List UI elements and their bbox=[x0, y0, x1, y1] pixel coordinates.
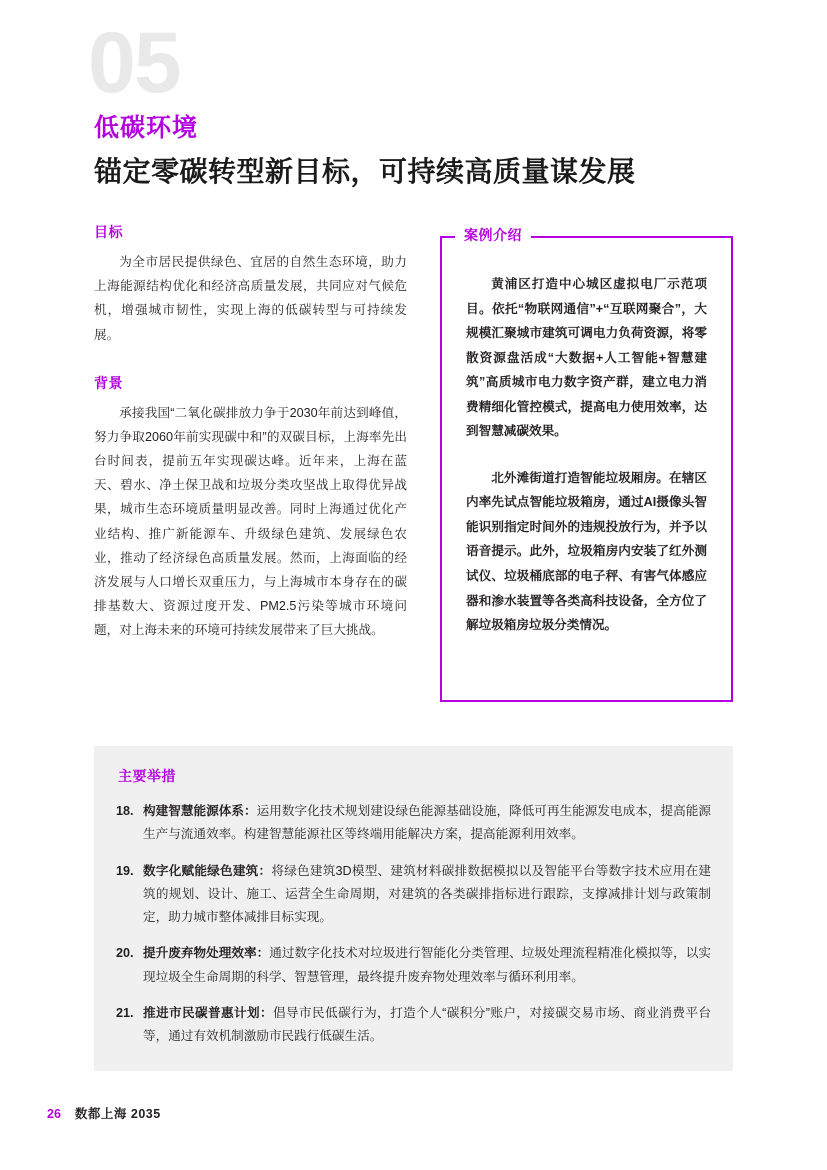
measure-body bbox=[143, 860, 711, 930]
measure-lead: 构建智慧能源体系： bbox=[143, 804, 257, 818]
measure-lead: 数字化赋能绿色建筑： bbox=[143, 863, 272, 878]
case-study-box bbox=[440, 236, 733, 702]
case-paragraph: 北外滩街道打造智能垃圾厢房。在辖区内率先试点智能垃圾箱房，通过AI摄像头智能识别指定时间外的违规投放行为，并予以语音提示。此外，垃圾箱房内安装了红外测试仪、垃圾桶底部的电子秤、有害气体感应器和渗水装置等各类高科技设备，全方位了解垃圾箱房垃圾分类情况。 bbox=[466, 470, 707, 633]
measure-number: 21. bbox=[116, 1006, 134, 1021]
measure-lead: 推进市民碳普惠计划： bbox=[143, 1006, 274, 1021]
goal-text: 为全市居民提供绿色、宜居的自然生态环境，助力上海能源结构优化和经济高质量发展，共同应对气候危机，增强城市韧性，实现上海的低碳转型与可持续发展。 bbox=[94, 255, 407, 342]
list-item bbox=[116, 800, 711, 847]
measure-body bbox=[143, 1002, 711, 1049]
page-number: 26 bbox=[47, 1107, 61, 1121]
goal-heading: 目标 bbox=[94, 224, 123, 240]
case-paragraph: 黄浦区打造中心城区虚拟电厂示范项目。依托“物联网通信”+“互联网聚合”，大规模汇聚城市建筑可调电力负荷资源，将零散资源盘活成“大数据+人工智能+智慧建筑”高质城市电力数字资产群，建立电力消费精细化管控模式，提高电力使用效率，达到智慧减碳效果。 bbox=[466, 277, 707, 439]
background-text: 承接我国“二氧化碳排放力争于2030年前达到峰值，努力争取2060年前实现碳中和”的双碳目标，上海率先出台时间表，提前五年实现碳达峰。近年来，上海在蓝天、碧水、净土保卫战和垃圾分类攻坚战上取得优异战果，城市生态环境质量明显改善。同时上海通过优化产业结构、推广新能源车、升级绿色建筑、发展绿色农业，推动了经济绿色高质量发展。然而，上海面临的经济发展与人口增长双重压力，与上海城市本身存在的碳排基数大、资源过度开发、PM2.5污染等城市环境问题，对上海未来的环境可持续发展带来了巨大挑战。 bbox=[94, 405, 407, 638]
measure-lead: 提升废弃物处理效率： bbox=[143, 946, 270, 961]
measure-body bbox=[143, 800, 711, 847]
column-spacer bbox=[94, 347, 407, 373]
measure-number: 20. bbox=[116, 946, 134, 961]
measure-text: 将绿色建筑3D模型、建筑材料碳排数据模拟以及智能平台等数字技术应用在建筑的规划、设计、施工、运营全生命周期，对建筑的各类碳排指标进行跟踪，支撑减排计划与政策制定，助力城市整体减排目标实现。 bbox=[143, 863, 712, 925]
measure-number: 18. bbox=[116, 804, 134, 818]
list-item bbox=[116, 942, 711, 989]
measure-text: 通过数字化技术对垃圾进行智能化分类管理、垃圾处理流程精准化模拟等，以实现垃圾全生命周期的科学、智慧管理，最终提升废弃物处理效率与循环利用率。 bbox=[143, 946, 712, 984]
section-label: 低碳环境 bbox=[94, 114, 199, 142]
measures-panel bbox=[94, 746, 733, 1071]
measure-text: 运用数字化技术规划建设绿色能源基础设施，降低可再生能源发电成本，提高能源生产与流通效率。构建智慧能源社区等终端用能解决方案，提高能源利用效率。 bbox=[143, 804, 712, 842]
measure-body bbox=[143, 942, 711, 989]
measure-number: 19. bbox=[116, 863, 134, 878]
measures-title: 主要举措 bbox=[118, 768, 176, 784]
page-title: 锚定零碳转型新目标，可持续高质量谋发展 bbox=[94, 156, 636, 187]
background-heading: 背景 bbox=[94, 374, 123, 391]
case-study-content bbox=[442, 238, 731, 638]
measure-text: 倡导市民低碳行为，打造个人“碳积分”账户，对接碳交易市场、商业消费平台等，通过有效机制激励市民践行低碳生活。 bbox=[143, 1006, 711, 1044]
left-column bbox=[94, 222, 407, 642]
footer-title: 数都上海 2035 bbox=[74, 1107, 161, 1121]
section-number-watermark: 05 bbox=[88, 15, 180, 111]
list-item bbox=[116, 1002, 711, 1049]
case-study-title: 案例介绍 bbox=[455, 225, 531, 245]
list-item bbox=[116, 860, 711, 930]
page-footer bbox=[47, 1104, 161, 1122]
